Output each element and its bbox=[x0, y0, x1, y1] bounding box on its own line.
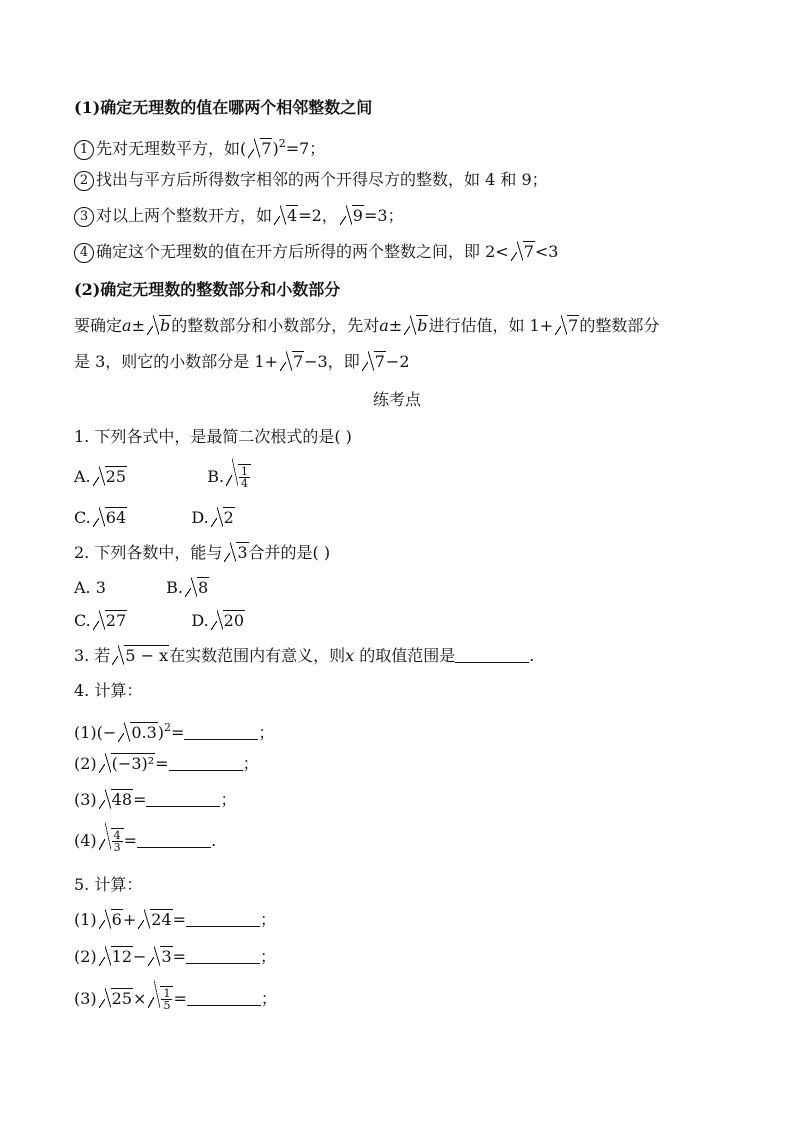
question-5-stem: 5. 计算： bbox=[74, 875, 143, 894]
sqrt-expression bbox=[138, 908, 172, 932]
radicand: 9 bbox=[352, 206, 363, 225]
step-text: 确定这个无理数的值在开方后所得的两个整数之间，即 2< bbox=[96, 242, 509, 261]
question-1-stem: 1. 下列各式中，是最简二次根式的是( ) bbox=[74, 427, 352, 446]
sqrt-expression bbox=[148, 986, 173, 1011]
sqrt-expression bbox=[99, 828, 124, 853]
sqrt-expression bbox=[148, 945, 172, 969]
fraction bbox=[239, 466, 250, 489]
para-text: 的整数部分和小数部分，先对 bbox=[171, 316, 380, 335]
part-text: (4) bbox=[74, 831, 97, 850]
sqrt-expression bbox=[340, 204, 364, 228]
radicand: (−3)² bbox=[111, 754, 155, 773]
answer-blank[interactable] bbox=[186, 947, 260, 964]
radicand: 4 bbox=[287, 206, 298, 225]
sqrt-expression bbox=[99, 908, 123, 932]
para-text: 是 3，则它的小数部分是 1+ bbox=[74, 352, 278, 371]
sqrt-expression bbox=[99, 752, 155, 776]
numerator: 1 bbox=[163, 987, 171, 1000]
stem-text: . bbox=[529, 646, 535, 665]
part-text: ； bbox=[260, 989, 277, 1008]
sqrt-expression bbox=[555, 314, 579, 338]
option-b-sqrt bbox=[185, 576, 209, 600]
step-text: =7； bbox=[285, 139, 326, 158]
exponent: 2 bbox=[278, 137, 286, 150]
exponent: 2 bbox=[164, 721, 172, 734]
section2-paragraph-line2 bbox=[74, 350, 410, 374]
part-text: (2) bbox=[74, 754, 97, 773]
part-text: (3) bbox=[74, 790, 97, 809]
step-4 bbox=[74, 240, 558, 264]
question-4-part-2 bbox=[74, 752, 259, 776]
circled-number: 1 bbox=[74, 140, 94, 160]
operator: ± bbox=[131, 316, 145, 335]
radicand: 2 bbox=[223, 508, 234, 527]
sqrt-expression bbox=[511, 240, 535, 264]
sqrt-expression bbox=[224, 541, 248, 565]
section2-heading: (2)确定无理数的整数部分和小数部分 bbox=[74, 280, 341, 299]
option-b-label: B. bbox=[166, 578, 183, 597]
radicand: 64 bbox=[105, 508, 127, 527]
para-text: −2 bbox=[385, 352, 410, 371]
denominator: 3 bbox=[113, 841, 121, 854]
option-a-label: A. bbox=[74, 467, 91, 486]
question-2-options-cd bbox=[74, 609, 245, 633]
section1-heading: (1)确定无理数的值在哪两个相邻整数之间 bbox=[74, 98, 373, 117]
radicand: 7 bbox=[523, 242, 534, 261]
radicand: 3 bbox=[237, 543, 248, 562]
radicand: 7 bbox=[292, 352, 304, 371]
para-text: −3，即 bbox=[304, 352, 360, 371]
circled-number: 3 bbox=[74, 207, 94, 227]
circled-number: 2 bbox=[74, 171, 94, 191]
question-1-options-ab bbox=[74, 464, 251, 489]
question-4-part-4 bbox=[74, 828, 216, 853]
question-3 bbox=[74, 644, 534, 668]
part-text: (1)(− bbox=[74, 723, 117, 742]
operator: + bbox=[122, 910, 137, 929]
numerator: 1 bbox=[241, 465, 249, 478]
operator: ± bbox=[388, 316, 403, 335]
part-text: (2) bbox=[74, 947, 97, 966]
question-4-stem: 4. 计算： bbox=[74, 681, 143, 700]
radicand: 24 bbox=[151, 910, 172, 929]
sqrt-expression bbox=[362, 350, 386, 374]
step-text: <3 bbox=[534, 242, 559, 261]
part-text: ； bbox=[260, 910, 277, 929]
sqrt-expression bbox=[274, 204, 298, 228]
part-text: = bbox=[123, 831, 138, 850]
stem-text: 合并的是( ) bbox=[248, 543, 331, 562]
question-4-part-1 bbox=[74, 716, 274, 745]
option-c-label: C. bbox=[74, 508, 91, 527]
answer-blank[interactable] bbox=[184, 723, 258, 740]
numerator: 4 bbox=[113, 829, 121, 842]
question-2-stem bbox=[74, 541, 330, 565]
option-d-sqrt bbox=[211, 506, 235, 530]
radicand: 5 − x bbox=[125, 646, 169, 665]
radicand: 20 bbox=[223, 611, 245, 630]
variable: a bbox=[379, 316, 389, 335]
fraction bbox=[161, 988, 172, 1011]
step-text: =2， bbox=[298, 206, 338, 225]
option-c-label: C. bbox=[74, 611, 91, 630]
operator: × bbox=[133, 989, 147, 1008]
circled-number: 4 bbox=[74, 243, 94, 263]
answer-blank[interactable] bbox=[187, 989, 261, 1006]
practice-title: 练考点 bbox=[372, 390, 421, 409]
question-4-part-3 bbox=[74, 788, 236, 812]
denominator: 5 bbox=[163, 999, 171, 1012]
answer-blank[interactable] bbox=[169, 754, 243, 771]
stem-text: 在实数范围内有意义，则 bbox=[169, 646, 346, 665]
option-b-sqrt bbox=[226, 464, 251, 489]
answer-blank[interactable] bbox=[137, 831, 211, 848]
option-b-label: B. bbox=[207, 467, 225, 486]
para-text: 的整数部分 bbox=[579, 316, 660, 335]
radicand: 7 bbox=[374, 352, 385, 371]
stem-text: 2. 下列各数中，能与 bbox=[74, 543, 223, 562]
radicand: 48 bbox=[111, 790, 133, 809]
question-2-options-ab bbox=[74, 576, 209, 600]
section2-paragraph-line1 bbox=[74, 314, 659, 338]
sqrt-expression bbox=[280, 350, 304, 374]
radicand: 12 bbox=[111, 947, 133, 966]
question-5-part-2 bbox=[74, 945, 276, 969]
part-text: = bbox=[172, 910, 187, 929]
option-d-label: D. bbox=[191, 508, 209, 527]
part-text: ； bbox=[242, 754, 259, 773]
option-a-sqrt bbox=[93, 465, 127, 489]
step-text: 找出与平方后所得数字相邻的两个开得尽方的整数，如 4 和 9； bbox=[96, 170, 548, 189]
variable: x bbox=[345, 646, 355, 665]
sqrt-expression bbox=[99, 788, 133, 812]
operator: − bbox=[133, 947, 147, 966]
radicand: 3 bbox=[161, 947, 172, 966]
sqrt-expression bbox=[99, 945, 133, 969]
radicand: b bbox=[417, 316, 428, 335]
part-text: ； bbox=[260, 947, 277, 966]
part-text: = bbox=[173, 989, 187, 1008]
part-text: ； bbox=[220, 790, 237, 809]
part-text: = bbox=[171, 723, 185, 742]
part-text: = bbox=[172, 947, 187, 966]
step-3 bbox=[74, 204, 404, 228]
sqrt-expression bbox=[99, 987, 133, 1011]
part-text: (1) bbox=[74, 910, 97, 929]
para-text: 进行估值，如 1+ bbox=[428, 316, 554, 335]
stem-text: 的取值范围是 bbox=[354, 646, 456, 665]
answer-blank[interactable] bbox=[455, 646, 529, 663]
part-text: (3) bbox=[74, 989, 97, 1008]
question-5-part-3 bbox=[74, 986, 277, 1011]
question-5-part-1 bbox=[74, 908, 276, 932]
part-text: = bbox=[155, 754, 169, 773]
option-c-sqrt bbox=[93, 506, 127, 530]
stem-text: 3. 若 bbox=[74, 646, 111, 665]
option-d-sqrt bbox=[211, 609, 245, 633]
radicand: 27 bbox=[105, 611, 127, 630]
option-d-label: D. bbox=[191, 611, 209, 630]
part-text: = bbox=[133, 790, 147, 809]
step-text: 先对无理数平方，如( bbox=[96, 139, 247, 158]
fraction bbox=[112, 830, 123, 853]
radicand: b bbox=[159, 316, 171, 335]
sqrt-expression bbox=[112, 644, 169, 668]
option-a-label: A. 3 bbox=[74, 578, 106, 597]
sqrt-expression bbox=[118, 721, 157, 745]
radicand: 25 bbox=[105, 467, 126, 486]
step-1 bbox=[74, 132, 325, 161]
sqrt-expression bbox=[248, 137, 272, 161]
part-text: ) bbox=[157, 723, 165, 742]
question-1-options-cd bbox=[74, 506, 235, 530]
radicand: 7 bbox=[568, 316, 579, 335]
step-text: =3； bbox=[363, 206, 404, 225]
option-c-sqrt bbox=[93, 609, 127, 633]
answer-blank[interactable] bbox=[186, 910, 260, 927]
radicand: 25 bbox=[111, 989, 133, 1008]
part-text: . bbox=[211, 831, 217, 850]
sqrt-expression bbox=[404, 314, 428, 338]
variable: a bbox=[122, 316, 132, 335]
para-text: 要确定 bbox=[74, 316, 123, 335]
radicand: 7 bbox=[261, 139, 272, 158]
step-text: 对以上两个整数开方，如 bbox=[96, 206, 273, 225]
denominator: 4 bbox=[241, 477, 249, 490]
radicand: 8 bbox=[197, 578, 209, 597]
sqrt-expression bbox=[147, 314, 171, 338]
answer-blank[interactable] bbox=[146, 790, 220, 807]
part-text: ； bbox=[258, 723, 275, 742]
step-text: ) bbox=[272, 139, 279, 158]
step-2 bbox=[74, 168, 548, 192]
radicand: 6 bbox=[111, 910, 122, 929]
radicand: 0.3 bbox=[131, 723, 157, 742]
